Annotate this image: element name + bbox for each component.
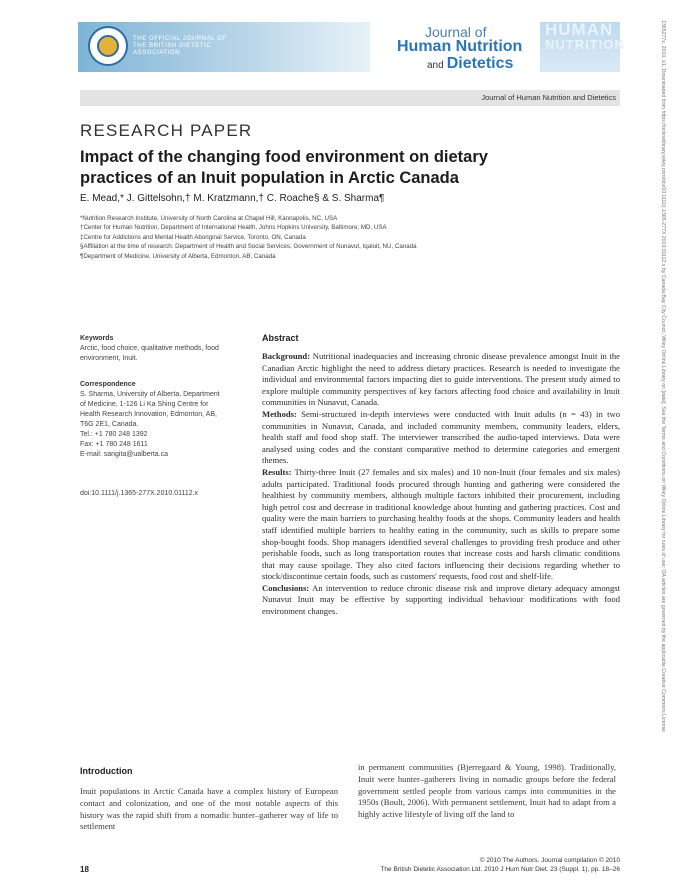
affiliations [80,214,600,261]
journal-title-dietetics [427,55,513,73]
affiliation-line: §Affiliation at the time of research: Department of Health and Social Services, Government of Nunavut, Iqaluit, NU, Canada [80,243,417,251]
background-text: Nutritional inadequacies and increasing chronic disease prevalence amongst Inuit in the Canadian Arctic highlight the need to address dietary practices. Research is needed to investigate the individual and environmental factors impacting diet to guide interventions. The present study aimed to explore multiple community perspectives of key factors affecting food choice and availability in Inuit communities in Nunavut, Canada. [262,351,620,408]
journal-title-prefix: Journal of [425,24,487,40]
journal-title-and: and [427,60,444,71]
margin-note-text: 1365277x, 2010, s1, Downloaded from https://onlinelibrary.wiley.com/doi/10.1111/j.1365-277X.2010.01112.x by Canada Bay City Council, Wiley Online Library on [date]. See the Terms and Conditions on Wiley Online Library for rules of use; OA articles are governed by the applicable Creative Commons License [660,20,666,733]
association-label [133,36,233,57]
section-label: RESEARCH PAPER [80,121,253,140]
journal-title-word: Dietetics [446,55,514,72]
correspondence-email[interactable]: E-mail: sangita@ualberta.ca [80,451,169,458]
journal-title-main: Human Nutrition [397,38,523,55]
keywords-text: Arctic, food choice, qualitative methods, food environment, Inuit. [80,345,219,362]
abstract-body [262,351,620,618]
correspondence-heading: Correspondence [80,381,136,388]
page-number: 18 [80,865,89,874]
affiliation-line: ¶Department of Medicine, University of Alberta, Edmonton, AB, Canada [80,252,276,260]
journal-logo-watermark [545,22,625,52]
copyright-footer [380,856,620,874]
abstract-methods [262,409,620,467]
conclusions-text: An intervention to reduce chronic disease risk and improve dietary adequacy amongst Nunavut Inuit may be effective by supporting individual behaviour modifications with food environment changes. [262,582,620,617]
running-head: Journal of Human Nutrition and Dietetics [481,93,616,102]
keywords-block [80,334,255,364]
copyright-line: © 2010 The Authors. Journal compilation © 2010 [479,857,620,864]
conclusions-label: Conclusions: [262,582,310,593]
affiliation-line: ‡Centre for Addictions and Mental Health Aboriginal Service, Toronto, ON, Canada [80,233,306,241]
correspondence-block [80,380,255,460]
background-label: Background: [262,351,311,361]
correspondence-line: S. Sharma, University of Alberta, Department [80,391,220,398]
correspondence-line: Fax: +1 780 248 1611 [80,441,148,448]
introduction-heading: Introduction [80,766,133,776]
doi[interactable]: doi:10.1111/j.1365-277X.2010.01112.x [80,490,199,497]
body-column-left: Inuit populations in Arctic Canada have a complex history of European contact and colonization, and one of the most notable aspects of this history was the rapid shift from a nomadic hunter–gatherer way of life to settlement [80,786,338,832]
abstract-results [262,467,620,583]
results-text: Thirty-three Inuit (27 females and six males) and 10 non-Inuit (four females and six males) adults participated. Traditional foods procured through hunting and gathering were considered the healthiest by community members, although multiple factors inhibited their procurement, including high petrol cost and decrease in traditional knowledge about hunting and gathering practices. Cost and quality were the main barriers to purchasing healthy foods at the shops. Community leaders and health staff identified multiple barriers to healthy eating in the community, such as skills to prepare some shop-bought foods. Shop managers identified several challenges to providing fresh produce and other perishable foods, such as long transportation routes that increase costs and harsh climatic conditions that may cause spoilage. They also cited factors influencing their decisions regarding whether to stock/discontinue certain foods, such as customers' requests, food cost and shelf-life. [262,466,620,582]
association-line: THE OFFICIAL JOURNAL OF [133,36,227,42]
article-title: Impact of the changing food environment on dietary practices of an Inuit population in Arctic Canada [80,148,488,187]
results-label: Results: [262,466,292,477]
watermark-line: HUMAN [545,20,614,39]
author-list: E. Mead,* J. Gittelsohn,† M. Kratzmann,† C. Roache§ & S. Sharma¶ [80,193,385,204]
association-line: THE BRITISH DIETETIC [133,43,212,49]
download-margin-note [656,20,668,870]
affiliation-line: *Nutrition Research Institute, University of North Carolina at Chapel Hill, Kannapolis, NC, USA [80,215,338,222]
body-column-right: in permanent communities (Bjerregaard & Young, 1998). Traditionally, Inuit were hunter–gatherers living in nomadic groups before the federal government settled people from various camps into communities in the 1950s (Boult, 2006). With permanent settlement, Inuit had to adapt from a highly active lifestyle of living off the land to [358,762,616,820]
correspondence-line: Health Research Innovation, Edmonton, AB, [80,411,217,418]
abstract-background [262,351,620,409]
correspondence-line: of Medicine, 1-126 Li Ka Shing Centre for [80,401,209,408]
seal-center-icon [97,35,119,57]
affiliation-line: †Center for Human Nutrition, Department of International Health, Johns Hopkins University, Baltimore, MD, USA [80,224,387,232]
methods-label: Methods: [262,408,297,419]
correspondence-line: Tel.: +1 780 248 1392 [80,431,148,438]
association-line: ASSOCIATION [133,50,181,56]
copyright-line: The British Dietetic Association Ltd. 2010 J Hum Nutr Diet. 23 (Suppl. 1), pp. 18–26 [380,866,620,873]
methods-text: Semi-structured in-depth interviews were conducted with Inuit adults (n = 43) in two communities in Nunavut, Canada, and included community members, community leaders, elders, health staff and food shop staff. The interviewer transcribed the audio-taped interviews. Data were analysed using codes and the constant comparative method to determine categories and emergent themes. [262,408,620,466]
correspondence-line: T6G 2E1, Canada. [80,421,139,428]
abstract-heading: Abstract [262,333,299,343]
abstract-conclusions [262,583,620,618]
watermark-line: NUTRITION [545,37,625,52]
keywords-heading: Keywords [80,335,114,342]
